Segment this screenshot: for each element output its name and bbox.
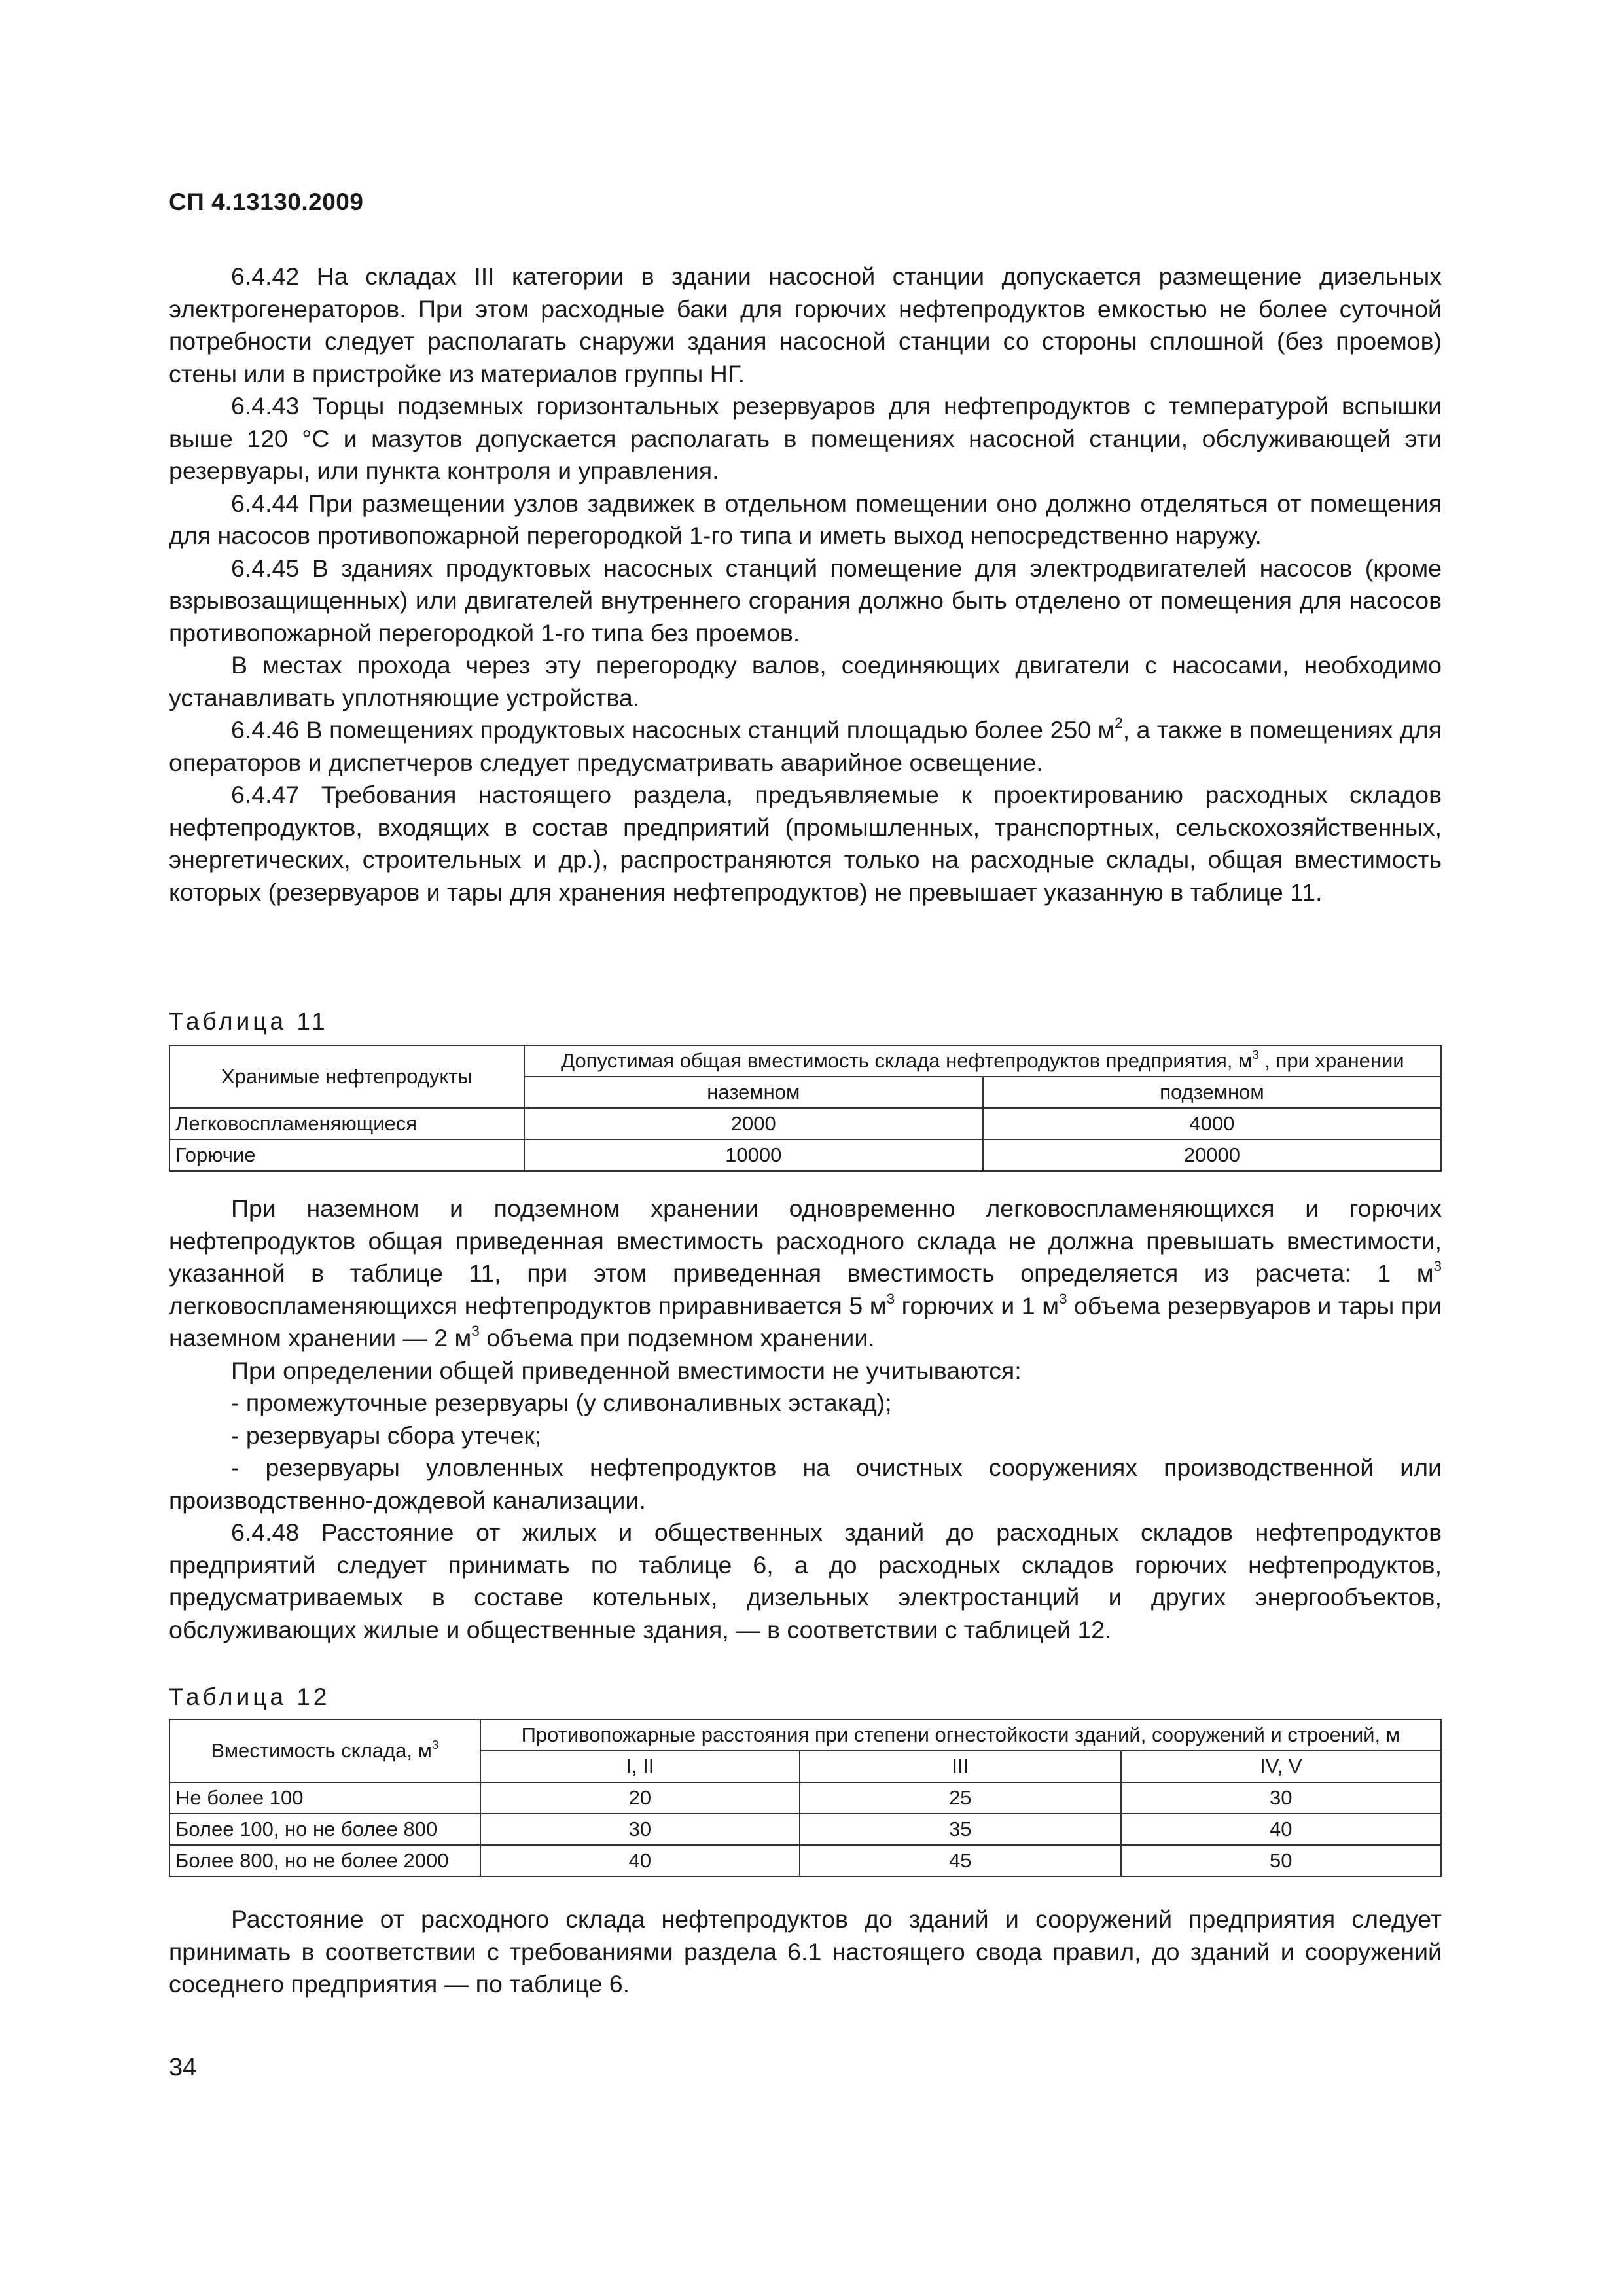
table-header-cell: Хранимые нефтепродукты <box>169 1045 524 1108</box>
text-fragment: , при хранении <box>1258 1049 1404 1072</box>
table-subheader-cell: I, II <box>480 1751 800 1782</box>
table-cell: Более 800, но не более 2000 <box>169 1845 480 1876</box>
text-fragment: 6.4.46 В помещениях продуктовых насосных станций площадью более 250 м <box>231 716 1115 744</box>
table-cell: 45 <box>800 1845 1120 1876</box>
table-subheader-cell: III <box>800 1751 1120 1782</box>
text-fragment: легковоспламеняющихся нефтепродуктов приравнивается 5 м <box>169 1291 887 1319</box>
text-block-after-table-11 <box>169 1193 1442 1646</box>
table-cell: 50 <box>1121 1845 1441 1876</box>
superscript: 3 <box>1252 1047 1259 1062</box>
paragraph-distance-requirements: Расстояние от расходного склада нефтепродуктов до зданий и сооружений предприятия следует принимать в соответствии с требованиями раздела 6.1 настоящего свода правил, до зданий и сооружений соседнего предприятия — по таблице 6. <box>169 1905 1442 1998</box>
superscript: 3 <box>431 1737 439 1751</box>
paragraph-6-4-46 <box>169 714 1442 779</box>
table-subheader-cell: IV, V <box>1121 1751 1441 1782</box>
table-group-header-cell: Противопожарные расстояния при степени огнестойкости зданий, сооружений и строений, м <box>480 1719 1441 1751</box>
table-cell: 35 <box>800 1814 1120 1845</box>
list-item: - резервуары уловленных нефтепродуктов на очистных сооружениях производственной или производственно-дождевой канализации. <box>169 1454 1442 1514</box>
table-header-row <box>169 1719 1441 1751</box>
table-row <box>169 1845 1441 1876</box>
page-number: 34 <box>169 2054 197 2081</box>
list-item: - промежуточные резервуары (у сливоналивных эстакад); <box>231 1389 892 1416</box>
text-fragment: Вместимость склада, м <box>211 1739 432 1762</box>
table-cell: 40 <box>1121 1814 1441 1845</box>
paragraph-combined-storage <box>169 1193 1442 1355</box>
superscript: 3 <box>1433 1258 1442 1275</box>
table-12 <box>169 1719 1442 1877</box>
paragraph-6-4-42: 6.4.42 На складах III категории в здании насосной станции допускается размещение дизельных электрогенераторов. При этом расходные баки для горючих нефтепродуктов емкостью не более суточной потребности следует располагать снаружи здания насосной станции со стороны сплошной (без проемов) стены или в пристройке из материалов группы НГ. <box>169 262 1442 387</box>
table-cell: Более 100, но не более 800 <box>169 1814 480 1845</box>
paragraph-6-4-44: 6.4.44 При размещении узлов задвижек в отдельном помещении оно должно отделяться от помещения для насосов противопожарной перегородкой 1-го типа и иметь выход непосредственно наружу. <box>169 489 1442 549</box>
table-row <box>169 1139 1441 1171</box>
paragraph-6-4-48: 6.4.48 Расстояние от жилых и общественных зданий до расходных складов нефтепродуктов предприятий следует принимать по таблице 6, а до расходных складов горючих нефтепродуктов, предусматриваемых в составе котельных, дизельных электростанций и других энергообъектов, обслуживающих жилые и общественные здания, — в соответствии с таблицей 12. <box>169 1518 1442 1643</box>
text-fragment: объема резервуаров и тары при наземном хранении — 2 м <box>169 1291 1442 1352</box>
table-cell: 4000 <box>983 1108 1441 1139</box>
paragraph-6-4-43: 6.4.43 Торцы подземных горизонтальных резервуаров для нефтепродуктов с температурой вспышки выше 120 °С и мазутов допускается располагать в помещениях насосной станции, обслуживающей эти резервуары, или пункта контроля и управления. <box>169 392 1442 484</box>
superscript: 2 <box>1115 715 1123 732</box>
text-block-after-table-12 <box>169 1903 1442 2001</box>
text-block-sections-6-4-42-to-6-4-47 <box>169 260 1442 908</box>
table-row <box>169 1814 1441 1845</box>
text-fragment: Допустимая общая вместимость склада нефтепродуктов предприятия, м <box>561 1049 1253 1072</box>
text-fragment: При наземном и подземном хранении одновременно легковоспламеняющихся и горючих нефтепродуктов общая приведенная вместимость расходного склада не должна превышать вместимости, указанной в таблице 11, при этом приведенная вместимость определяется из расчета: 1 м <box>169 1194 1442 1287</box>
table-cell: 10000 <box>524 1139 983 1171</box>
table-cell: 2000 <box>524 1108 983 1139</box>
paragraph-6-4-45-continued: В местах прохода через эту перегородку валов, соединяющих двигатели с насосами, необходимо устанавливать уплотняющие устройства. <box>169 651 1442 711</box>
table-group-header-cell <box>524 1045 1441 1077</box>
table-cell: 30 <box>480 1814 800 1845</box>
table-cell: 25 <box>800 1782 1120 1814</box>
paragraph-6-4-45: 6.4.45 В зданиях продуктовых насосных станций помещение для электродвигателей насосов (кроме взрывозащищенных) или двигателей внутреннего сгорания должно быть отделено от помещения для насосов противопожарной перегородкой 1-го типа без проемов. <box>169 554 1442 647</box>
table-12-caption: Таблица 12 <box>169 1683 330 1710</box>
table-11 <box>169 1045 1442 1172</box>
table-cell: 30 <box>1121 1782 1441 1814</box>
superscript: 3 <box>1058 1290 1067 1307</box>
paragraph-6-4-47: 6.4.47 Требования настоящего раздела, предъявляемые к проектированию расходных складов нефтепродуктов, входящих в состав предприятий (промышленных, транспортных, сельскохозяйственных, энергетических, строительных и др.), распространяются только на расходные склады, общая вместимость которых (резервуаров и тары для хранения нефтепродуктов) не превышает указанную в таблице 11. <box>169 781 1442 906</box>
text-fragment: объема при подземном хранении. <box>479 1324 875 1352</box>
table-cell: 20 <box>480 1782 800 1814</box>
table-row <box>169 1782 1441 1814</box>
table-cell: Горючие <box>169 1139 524 1171</box>
table-header-cell <box>169 1719 480 1782</box>
text-fragment: горючих и 1 м <box>895 1291 1059 1319</box>
table-11-caption: Таблица 11 <box>169 1008 329 1035</box>
superscript: 3 <box>886 1290 895 1307</box>
table-header-row <box>169 1045 1441 1077</box>
table-cell: Легковоспламеняющиеся <box>169 1108 524 1139</box>
document-code-header: СП 4.13130.2009 <box>169 188 364 215</box>
list-item: - резервуары сбора утечек; <box>231 1421 542 1449</box>
table-cell: Не более 100 <box>169 1782 480 1814</box>
table-subheader-cell: подземном <box>983 1077 1441 1108</box>
table-cell: 40 <box>480 1845 800 1876</box>
table-subheader-cell: наземном <box>524 1077 983 1108</box>
text-fragment: , а также в помещениях для операторов и диспетчеров следует предусматривать аварийное освещение. <box>169 716 1442 776</box>
table-cell: 20000 <box>983 1139 1441 1171</box>
paragraph-exclusions-intro: При определении общей приведенной вместимости не учитываются: <box>231 1356 1022 1384</box>
superscript: 3 <box>471 1323 480 1340</box>
table-row <box>169 1108 1441 1139</box>
